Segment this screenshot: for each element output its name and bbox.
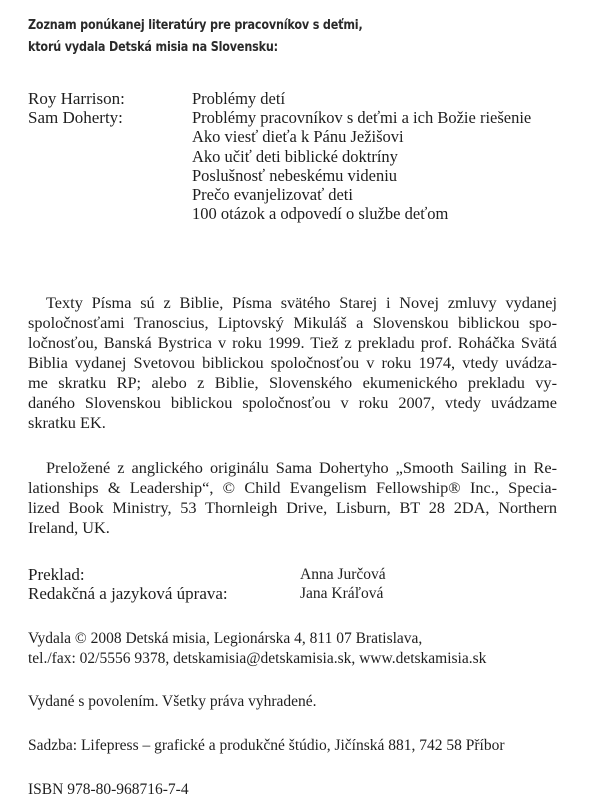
credits <box>28 565 568 603</box>
isbn: ISBN 978-80-968716-7-4 <box>28 781 189 798</box>
credit-translation <box>28 565 568 584</box>
book-list-entry-doherty <box>28 108 568 223</box>
paragraph-line: Preložené z anglického originálu Sama Dohertyho „Smooth Sailing in Re- <box>46 458 557 477</box>
author-name: Roy Harrison: <box>28 89 125 108</box>
publisher-contact: tel./fax: 02/5556 9378, detskamisia@detskamisia.sk, www.detskamisia.sk <box>28 650 487 667</box>
literature-list-heading <box>28 15 363 59</box>
paragraph-line: spoločnosťami Tranoscius, Liptovský Mikuláš a Slovenskou biblickou spo- <box>28 313 557 332</box>
paragraph-line: daného Slovenskou biblickou spoločnosťou v roku 2007, vtedy uvádzame <box>28 393 557 412</box>
book-title: Problémy pracovníkov s deťmi a ich Božie riešenie <box>192 108 532 128</box>
paragraph-line: skratku EK. <box>28 413 106 432</box>
paragraph-line: me skratku RP; alebo z Biblie, Slovenského ekumenického prekladu vy- <box>28 373 557 392</box>
credit-editing <box>28 584 568 603</box>
author-name: Sam Doherty: <box>28 108 123 128</box>
translation-source-paragraph <box>28 458 557 538</box>
book-list-entry-harrison <box>28 89 568 108</box>
book-title: 100 otázok a odpovedí o službe deťom <box>192 204 449 224</box>
scripture-source-paragraph <box>28 293 557 433</box>
book-title: Problémy detí <box>192 89 286 108</box>
paragraph-line: Biblia vydanej Svetovou biblickou spoločnosťou v roku 1974, vtedy uvádza- <box>28 353 557 372</box>
book-titles <box>192 108 568 223</box>
paragraph-line: ločnosťou, Banská Bystrica v roku 1999. Tiež z prekladu prof. Roháčka Svätá <box>28 333 557 352</box>
book-title: Ako viesť dieťa k Pánu Ježišovi <box>192 127 404 147</box>
book-title: Prečo evanjelizovať deti <box>192 185 353 205</box>
heading-line: Zoznam ponúkanej literatúry pre pracovníkov s deťmi, <box>28 18 363 33</box>
rights-notice: Vydané s povolením. Všetky práva vyhradené. <box>28 693 317 710</box>
paragraph-line: Ireland, UK. <box>28 518 110 537</box>
credit-label: Preklad: <box>28 565 85 584</box>
credit-value: Anna Jurčová <box>300 566 386 583</box>
book-list <box>28 89 568 223</box>
book-titles <box>192 89 568 108</box>
book-title: Poslušnosť nebeskému videniu <box>192 165 398 185</box>
typesetting-credit: Sadzba: Lifepress – grafické a produkčné štúdio, Jičínská 881, 742 58 Příbor <box>28 737 505 754</box>
credit-value: Jana Kráľová <box>300 585 384 602</box>
credit-label: Redakčná a jazyková úprava: <box>28 584 228 603</box>
book-title: Ako učiť deti biblické doktríny <box>192 146 398 166</box>
publisher-address: Vydala © 2008 Detská misia, Legionárska 4, 811 07 Bratislava, <box>28 630 423 647</box>
paragraph-line: Texty Písma sú z Biblie, Písma svätého Starej i Novej zmluvy vydanej <box>46 293 557 312</box>
paragraph-line: lized Book Ministry, 53 Thornleigh Drive, Lisburn, BT 28 2DA, Northern <box>28 498 557 517</box>
paragraph-line: lationships & Leadership“, © Child Evangelism Fellowship® Inc., Specia- <box>28 478 557 497</box>
heading-line: ktorú vydala Detská misia na Slovensku: <box>28 40 278 55</box>
